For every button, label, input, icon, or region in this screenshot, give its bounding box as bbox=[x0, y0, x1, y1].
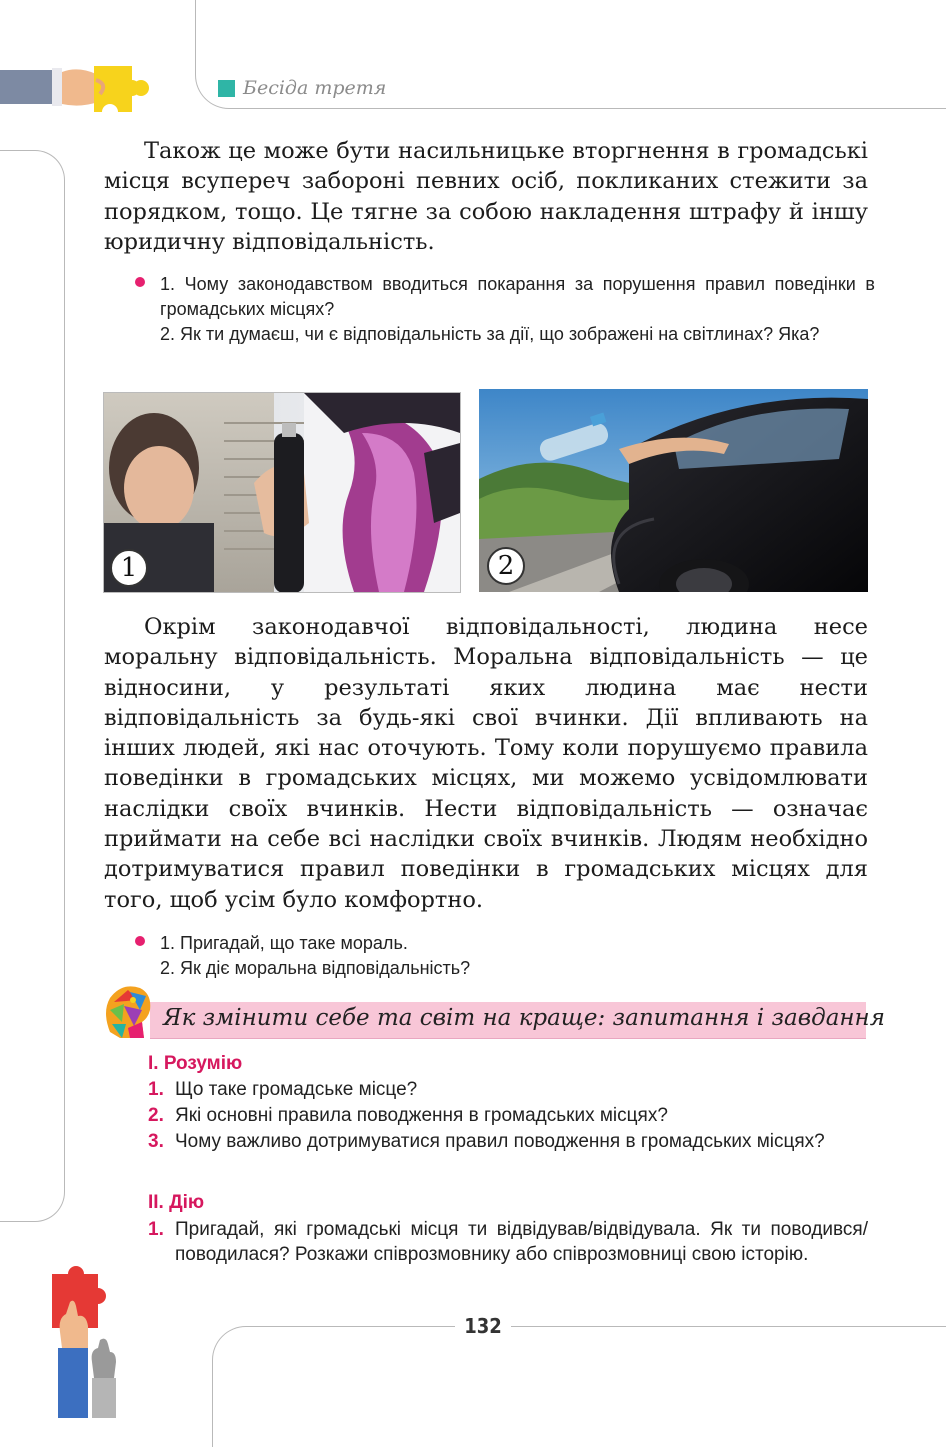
paragraph: Окрім законодавчої відповідальності, людина несе моральну відповідальність. Моральна відповідальність — це відносини, у результаті яких людина має нести відповідальність за будь-які свої вчинки. Дії впливають на інших людей, які нас оточують. Тому коли порушуємо правила поведінки в громадських місцях, ми можемо усвідомлювати наслідки своїх вчинків. Нести відповідальність — означає приймати на себе всі наслідки своїх вчинків. Людям необхідно дотримуватися правил поведінки в громадських місцях для того, щоб усім було комфортно. bbox=[104, 614, 868, 913]
task-text: Пригадай, які громадські місця ти відвідував/відвідувала. Як ти поводився/поводилася? Розкажи співрозмовнику або співрозмовниці свою історію. bbox=[175, 1219, 868, 1265]
teal-square-icon bbox=[218, 80, 235, 97]
paragraph: Також це може бути насильницьке вторгнення в громадські місця всупереч забороні певних осіб, покликаних стежити за порядком, тощо. Це тягне за собою накладення штрафу й іншу юридичну відповідальність. bbox=[104, 138, 868, 255]
task-number: 1. bbox=[148, 1219, 164, 1240]
question-block bbox=[135, 931, 875, 981]
task-item bbox=[148, 1077, 868, 1102]
hand-puzzle-yellow-icon bbox=[0, 62, 160, 122]
question-block bbox=[135, 272, 875, 347]
task-text: Чому важливо дотримуватися правил поводження в громадських місцях? bbox=[175, 1131, 825, 1152]
task-text: Які основні правила поводження в громадських місцях? bbox=[175, 1105, 668, 1126]
question-line: 2. Як ти думаєш, чи є відповідальність за дії, що зображені на світлинах? Яка? bbox=[160, 324, 820, 344]
page-frame-bottom bbox=[212, 1326, 946, 1447]
page-number: 132 bbox=[464, 1314, 502, 1338]
photo-graffiti-image bbox=[104, 393, 460, 592]
subhead-understand: І. Розумію bbox=[148, 1053, 243, 1074]
task-number: 1. bbox=[148, 1079, 164, 1100]
task-item bbox=[148, 1129, 868, 1154]
subhead-act: ІІ. Дію bbox=[148, 1192, 205, 1213]
photo-number-badge: 2 bbox=[487, 547, 525, 585]
photo-car-image bbox=[479, 389, 868, 592]
section-title: Як змінити себе та світ на краще: запитання і завдання bbox=[163, 1005, 885, 1031]
photo-graffiti bbox=[103, 392, 461, 593]
question-line: 1. Чому законодавством вводиться покарання за порушення правил поведінки в громадських місцях? bbox=[160, 274, 875, 319]
colorful-head-icon bbox=[100, 982, 152, 1042]
photo-car-littering bbox=[479, 389, 868, 592]
question-line: 2. Як діє моральна відповідальність? bbox=[160, 958, 471, 978]
photo-number-badge: 1 bbox=[110, 549, 148, 587]
bullet-dot-icon bbox=[135, 277, 145, 287]
task-item bbox=[148, 1103, 868, 1128]
task-number: 2. bbox=[148, 1105, 164, 1126]
task-item bbox=[148, 1217, 868, 1267]
bullet-dot-icon bbox=[135, 936, 145, 946]
task-number: 3. bbox=[148, 1131, 164, 1152]
running-head bbox=[218, 77, 386, 99]
hands-puzzle-red-icon bbox=[48, 1262, 128, 1418]
question-line: 1. Пригадай, що таке мораль. bbox=[160, 933, 408, 953]
task-text: Що таке громадське місце? bbox=[175, 1079, 418, 1100]
running-title: Бесіда третя bbox=[243, 77, 387, 99]
page-frame-left bbox=[0, 150, 65, 1222]
